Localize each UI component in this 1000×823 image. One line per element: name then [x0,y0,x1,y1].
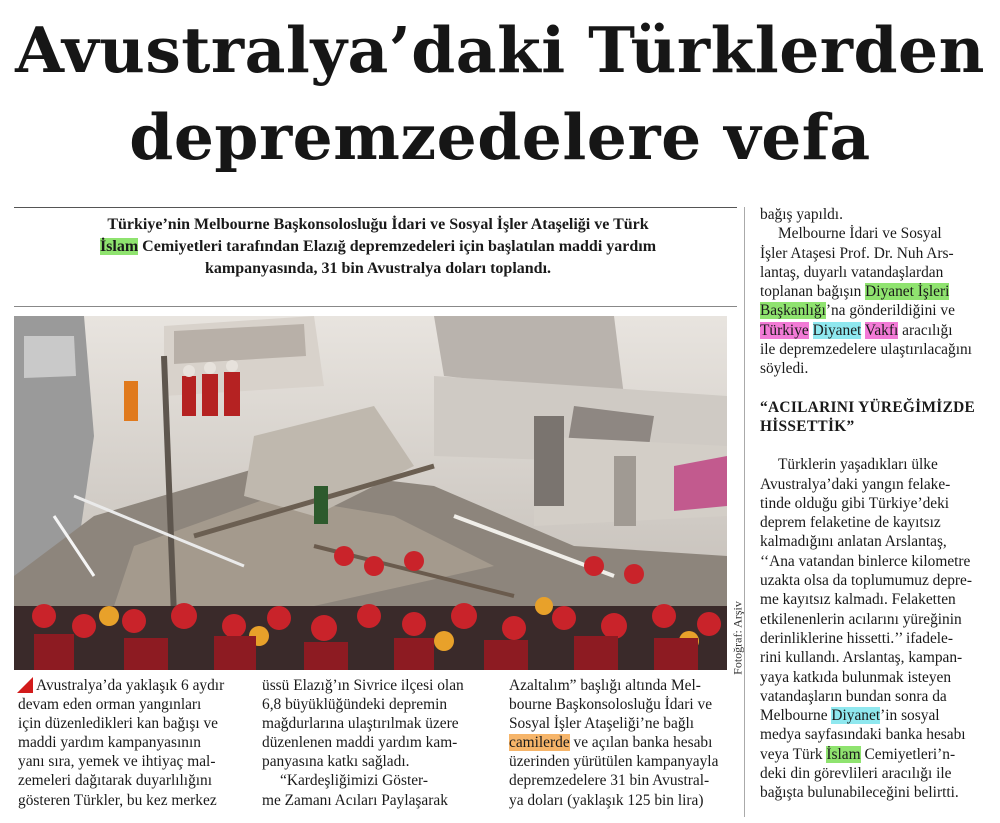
lead-rule [14,306,737,307]
headline-line-1: Avustralya’daki Türklerden [15,13,985,87]
article-column-2 [262,676,497,810]
col4-line: etkilenenlerin acılarını yüreğinin [760,610,962,628]
col4-line [760,282,992,301]
col4-text: aracılığı [902,321,953,339]
headline [0,10,1000,177]
article-column-3 [509,676,739,810]
col2-line: me Zamanı Acıları Paylaşarak [262,791,448,809]
col4-line: me kayıtsız kalmadı. Felaketten [760,591,956,609]
highlight-camilerde: camilerde [509,734,570,752]
col4-line: deprem felaketine de kayıtsız [760,514,941,532]
col4-line: İşler Ataşesi Prof. Dr. Nuh Ars- [760,244,954,262]
column-divider [744,207,745,817]
col4-line [760,706,992,725]
col3-line: Azaltalım” başlığı altında Mel- [509,677,701,694]
col3-line: bourne Başkonsolosluğu İdari ve [509,696,713,714]
col2-line: üssü Elazığ’ın Sivrice ilçesi olan [262,677,464,694]
lead-paragraph [28,214,728,280]
col4-text: Melbourne [760,707,828,725]
col4-line: vatandaşların bundan sonra da [760,687,947,705]
col4-line: kalmadığını anlatan Arslantaş, [760,533,947,551]
col1-line: gösteren Türkler, bu kez merkez [18,791,217,809]
col4-line: ‘‘Ana vatandan binlerce kilometre [760,552,971,570]
highlight-diyanet-isleri: Diyanet İşleri [865,283,950,301]
col4-line: uzakta olsa da toplumumuz depre- [760,572,972,590]
col3-line: depremzedelere 31 bin Avustral- [509,772,710,790]
col4-text: Cemiyetleri’n- [864,745,956,763]
photo-illustration [14,316,727,670]
highlight-baskanligi: Başkanlığı [760,302,826,320]
subheading-line-2: HİSSETTİK” [760,417,855,435]
highlight-vakfi: Vakfı [864,321,899,339]
article-column-1 [18,676,250,810]
col3-line: Sosyal İşler Ataşeliği’ne bağlı [509,715,695,733]
photo-credit-text: Fotoğraf: Arşiv [730,600,745,675]
col1-line: için düzenledikleri kan bağışı ve [18,715,219,733]
col4-text: ’in sosyal [880,707,940,725]
col4-text: veya Türk [760,745,823,763]
lead-text-1: Türkiye’nin Melbourne Başkonsolosluğu İdari ve Sosyal İşler Ataşeliği ve Türk [107,216,649,233]
headline-rule [14,207,737,208]
col3-text: ve açılan banka hesabı [573,734,713,752]
earthquake-rescue-photo [14,316,727,670]
col4-line: Türklerin yaşadıkları ülke [778,456,938,474]
col3-line [509,733,739,752]
headline-line-2: depremzedelere vefa [129,100,871,174]
col4-line: derinliklerine hissetti.’’ ifadele- [760,629,954,647]
subheading-line-1: “ACILARINI YÜREĞİMİZDE [760,398,976,416]
col3-line: üzerinden yürütülen kampanyayla [509,753,719,771]
col4-body [760,455,992,802]
col4-line: Avustralya’daki yangın felake- [760,475,951,493]
lead-text-2: Cemiyetleri tarafından Elazığ depremzedeleri için başlatılan maddi yardım [142,238,657,255]
col4-line: deki din görevlileri aracılığı ile [760,765,952,783]
col3-line: ya doları (yaklaşık 125 bin lira) [509,791,704,809]
col2-line: “Kardeşliğimizi Göster- [280,772,428,790]
col4-line: Melbourne İdari ve Sosyal [778,225,942,243]
col4-line [760,745,992,764]
col4-line: bağışta bulunabileceğini belirtti. [760,784,959,802]
lead-text-3: kampanyasında, 31 bin Avustralya doları toplandı. [204,260,552,277]
col4-line: ile depremzedelere ulaştırılacağını [760,341,972,359]
col2-line: panyasına katkı sağladı. [262,753,410,771]
col4-line [760,321,992,340]
article-column-4 [760,205,992,803]
col1-line: zemeleri dağıtarak duyarlılığını [18,772,213,790]
col2-line: mağdurlarına ulaştırılmak üzere [262,715,459,733]
col2-line: düzenlenen maddi yardım kam- [262,734,458,752]
col4-line: rini kullandı. Arslantaş, kampan- [760,649,963,667]
col4-line: lantaş, duyarlı vatandaşlardan [760,263,944,281]
col4-text: ’na gönderildiğini ve [825,302,955,320]
col1-line: yanı sıra, yemek ve ihtiyaç mal- [18,753,216,771]
highlight-islam: İslam [99,238,139,255]
highlight-turkiye: Türkiye [760,321,809,339]
col4-line: medya sayfasındaki banka hesabı [760,726,966,744]
highlight-islam: İslam [826,745,861,763]
col4-line: bağış yapıldı. [760,206,843,223]
highlight-diyanet: Diyanet [812,321,862,339]
col4-line: tinde olduğu gibi Türkiye’deki [760,494,950,512]
col1-line: Avustralya’da yaklaşık 6 aydır [36,677,225,694]
col4-line: söyledi. [760,360,809,378]
col4-line: yaya katkıda bulunmak isteyen [760,668,952,686]
col4-text: toplanan bağışın [760,283,862,301]
col4-line [760,301,992,320]
col1-line: maddi yardım kampanyasının [18,734,201,752]
photo-credit [728,600,748,675]
col2-line: 6,8 büyüklüğündeki depremin [262,696,448,714]
col1-line: devam eden orman yangınları [18,696,202,714]
highlight-diyanet: Diyanet [831,707,881,725]
